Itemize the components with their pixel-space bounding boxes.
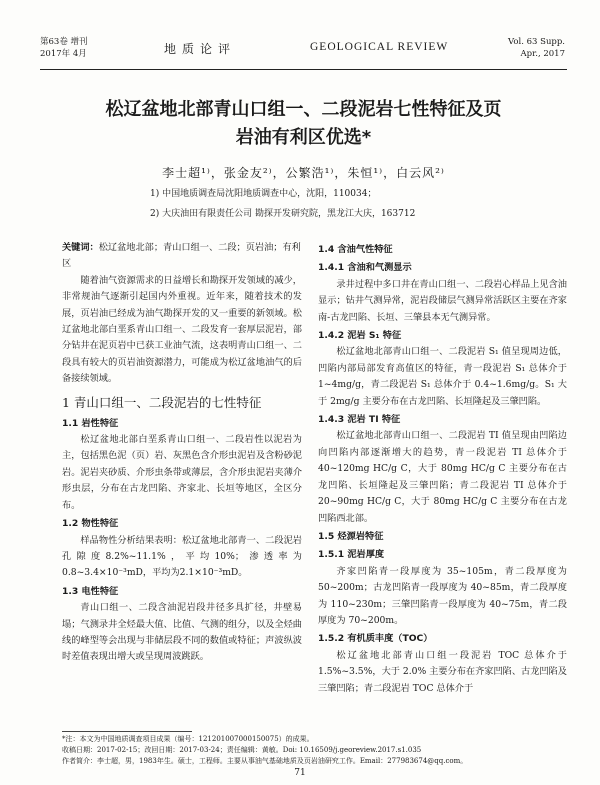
section-1-4-3-text: 松辽盆地北部青山口组一、二段泥岩 TI 值呈现由凹陷边向凹陷内部逐渐增大的趋势，青一段泥岩 TI 总体介于 40~120mg HC/g C，大于 80mg HC/g C 主要分布在古龙凹陷、长垣隆起及三肇凹陷；青二段泥岩 TI 总体介于 20~90mg HC/g C，大于 80mg HC/g C 主要分布在古龙凹陷西北部。 xyxy=(318,430,567,524)
header-volume-en: Vol. 63 Supp. xyxy=(508,37,565,47)
title-line-1: 松辽盆地北部青山口组一、二段泥岩七性特征及页 xyxy=(105,99,502,120)
running-header xyxy=(40,36,567,70)
title-line-2: 岩油有利区优选* xyxy=(235,127,372,148)
keywords xyxy=(62,240,302,273)
section-1-4-2-text: 松辽盆地北部青山口组一、二段泥岩 S₁ 值呈现周边低，凹陷内部局部发育高值区的特征，青一段泥岩 S₁ 总体介于 1~4mg/g，青二段泥岩 S₁ 总体介于 0.4~1.6mg/g。S₁ 大于 2mg/g 主要分布在古龙凹陷、长垣隆起及三肇凹陷。 xyxy=(318,346,567,407)
section-1-1-heading: 1.1 岩性特征 xyxy=(62,417,119,429)
header-journal-en: GEOLOGICAL REVIEW xyxy=(310,41,449,53)
keywords-label: 关键词： xyxy=(62,242,99,253)
page-number: 71 xyxy=(294,768,306,778)
footnote-author-bio: 作者简介：李士超，男，1983年生。硕士，工程师。主要从事油气基础地质及页岩油研究工作。Email：277983674@qq.com。 xyxy=(62,757,468,765)
section-1-5-2-text: 松辽盆地北部青山口组一段泥岩 TOC 总体介于 1.5%~3.5%，大于 2.0% 主要分布在齐家凹陷、古龙凹陷及三肇凹陷；青二段泥岩 TOC 总体介于 xyxy=(318,649,567,694)
section-1-5-1-heading: 1.5.1 泥岩厚度 xyxy=(318,549,385,561)
section-1-2-heading: 1.2 物性特征 xyxy=(62,518,119,530)
header-date-cn: 2017年 4月 xyxy=(40,49,87,59)
section-1-3-heading: 1.3 电性特征 xyxy=(62,585,119,597)
footnotes xyxy=(62,734,567,767)
paper-title xyxy=(40,96,567,152)
section-1-4-heading: 1.4 含油气性特征 xyxy=(318,244,393,255)
section-1-3-text: 青山口组一、二段含油泥岩段井径多具扩径，井壁易塌；气测录井全烃最大值、比值、气测的组分，以及全烃曲线的峰型等会出现与非储层段不同的数值或特征；声波纵波时差值表现出增大或呈现周波跳跃。 xyxy=(62,602,302,663)
section-1-4-2-heading: 1.4.2 泥岩 S₁ 特征 xyxy=(318,330,402,342)
footnote-divider xyxy=(62,731,192,732)
header-journal-cn: 地质论评 xyxy=(164,42,237,56)
section-1-heading: 1 青山口组一、二段泥岩的七性特征 xyxy=(62,394,262,410)
section-1-1-text: 松辽盆地北部白垩系青山口组一、二段岩性以泥岩为主，包括黑色泥（页）岩、灰黑色含介形虫泥岩及含粉砂泥岩。泥岩夹砂质、介形虫条带或薄层，含介形虫泥岩夹薄介形虫层，分布在古龙凹陷、齐家北、长垣等地区，全区分布。 xyxy=(62,434,302,511)
header-volume-cn: 第63卷 增刊 xyxy=(40,37,88,47)
left-column xyxy=(62,240,302,666)
right-column xyxy=(318,240,567,697)
section-1-5-2-heading: 1.5.2 有机质丰度（TOC） xyxy=(318,633,433,645)
section-1-5-heading: 1.5 烃源岩特征 xyxy=(318,530,384,542)
footnote-funding: *注：本文为中国地质调查项目成果（编号：121201007000150075）的成果。 xyxy=(62,735,314,743)
header-date-en: Apr., 2017 xyxy=(520,49,565,59)
affiliation-1: 1) 中国地质调查局沈阳地质调查中心，沈阳，110034； xyxy=(150,189,377,199)
footnote-dates: 收稿日期：2017-02-15；改回日期：2017-03-24；责任编辑：黄敏。Doi: 10.16509/j.georeview.2017.s1.035 xyxy=(62,746,422,754)
intro-paragraph: 随着油气资源需求的日益增长和勘探开发领域的减少，非常规油气逐渐引起国内外重视。近年来，随着技术的发展，页岩油已经成为油气勘探开发的又一重要的新领域。松辽盆地北部白垩系青山口组一、二段发育一套厚层泥岩，部分钻井在泥页岩中已获工业油气流，这表明青山口组一、二段具有较大的页岩油资源潜力，可能成为松辽盆地油气的后备接续领域。 xyxy=(62,274,302,385)
section-1-4-1-text: 录井过程中多口井在青山口组一、二段岩心样品上见含油显示；钻井气测异常，泥岩段储层气测异常活跃区主要在齐家南-古龙凹陷、长垣、三肇县本无气测异常。 xyxy=(318,278,567,323)
affiliation-2: 2) 大庆油田有限责任公司 勘探开发研究院，黑龙江大庆，163712 xyxy=(150,209,416,219)
section-1-4-1-heading: 1.4.1 含油和气测显示 xyxy=(318,262,412,274)
author-list: 李士超¹⁾，张金友²⁾，公繁浩¹⁾，朱恒¹⁾，白云风²⁾ xyxy=(162,166,445,180)
section-1-2-text: 样品物性分析结果表明：松辽盆地北部青一、二段泥岩孔隙度8.2%~11.1%，平均10%；渗透率为0.8~3.4×10⁻³mD，平均为2.1×10⁻³mD。 xyxy=(62,534,302,579)
keywords-text: 松辽盆地北部；青山口组一、二段；页岩油；有利区 xyxy=(62,242,301,270)
header-left xyxy=(40,36,88,60)
section-1-4-3-heading: 1.4.3 泥岩 TI 特征 xyxy=(318,414,401,426)
section-1-5-1-text: 齐家凹陷青一段厚度为 35~105m，青二段厚度为 50~200m；古龙凹陷青一段厚度为 40~85m，青二段厚度为 110~230m；三肇凹陷青一段厚度为 40~75m，青二段厚度为 70~200m。 xyxy=(318,565,567,626)
header-right xyxy=(508,36,565,60)
